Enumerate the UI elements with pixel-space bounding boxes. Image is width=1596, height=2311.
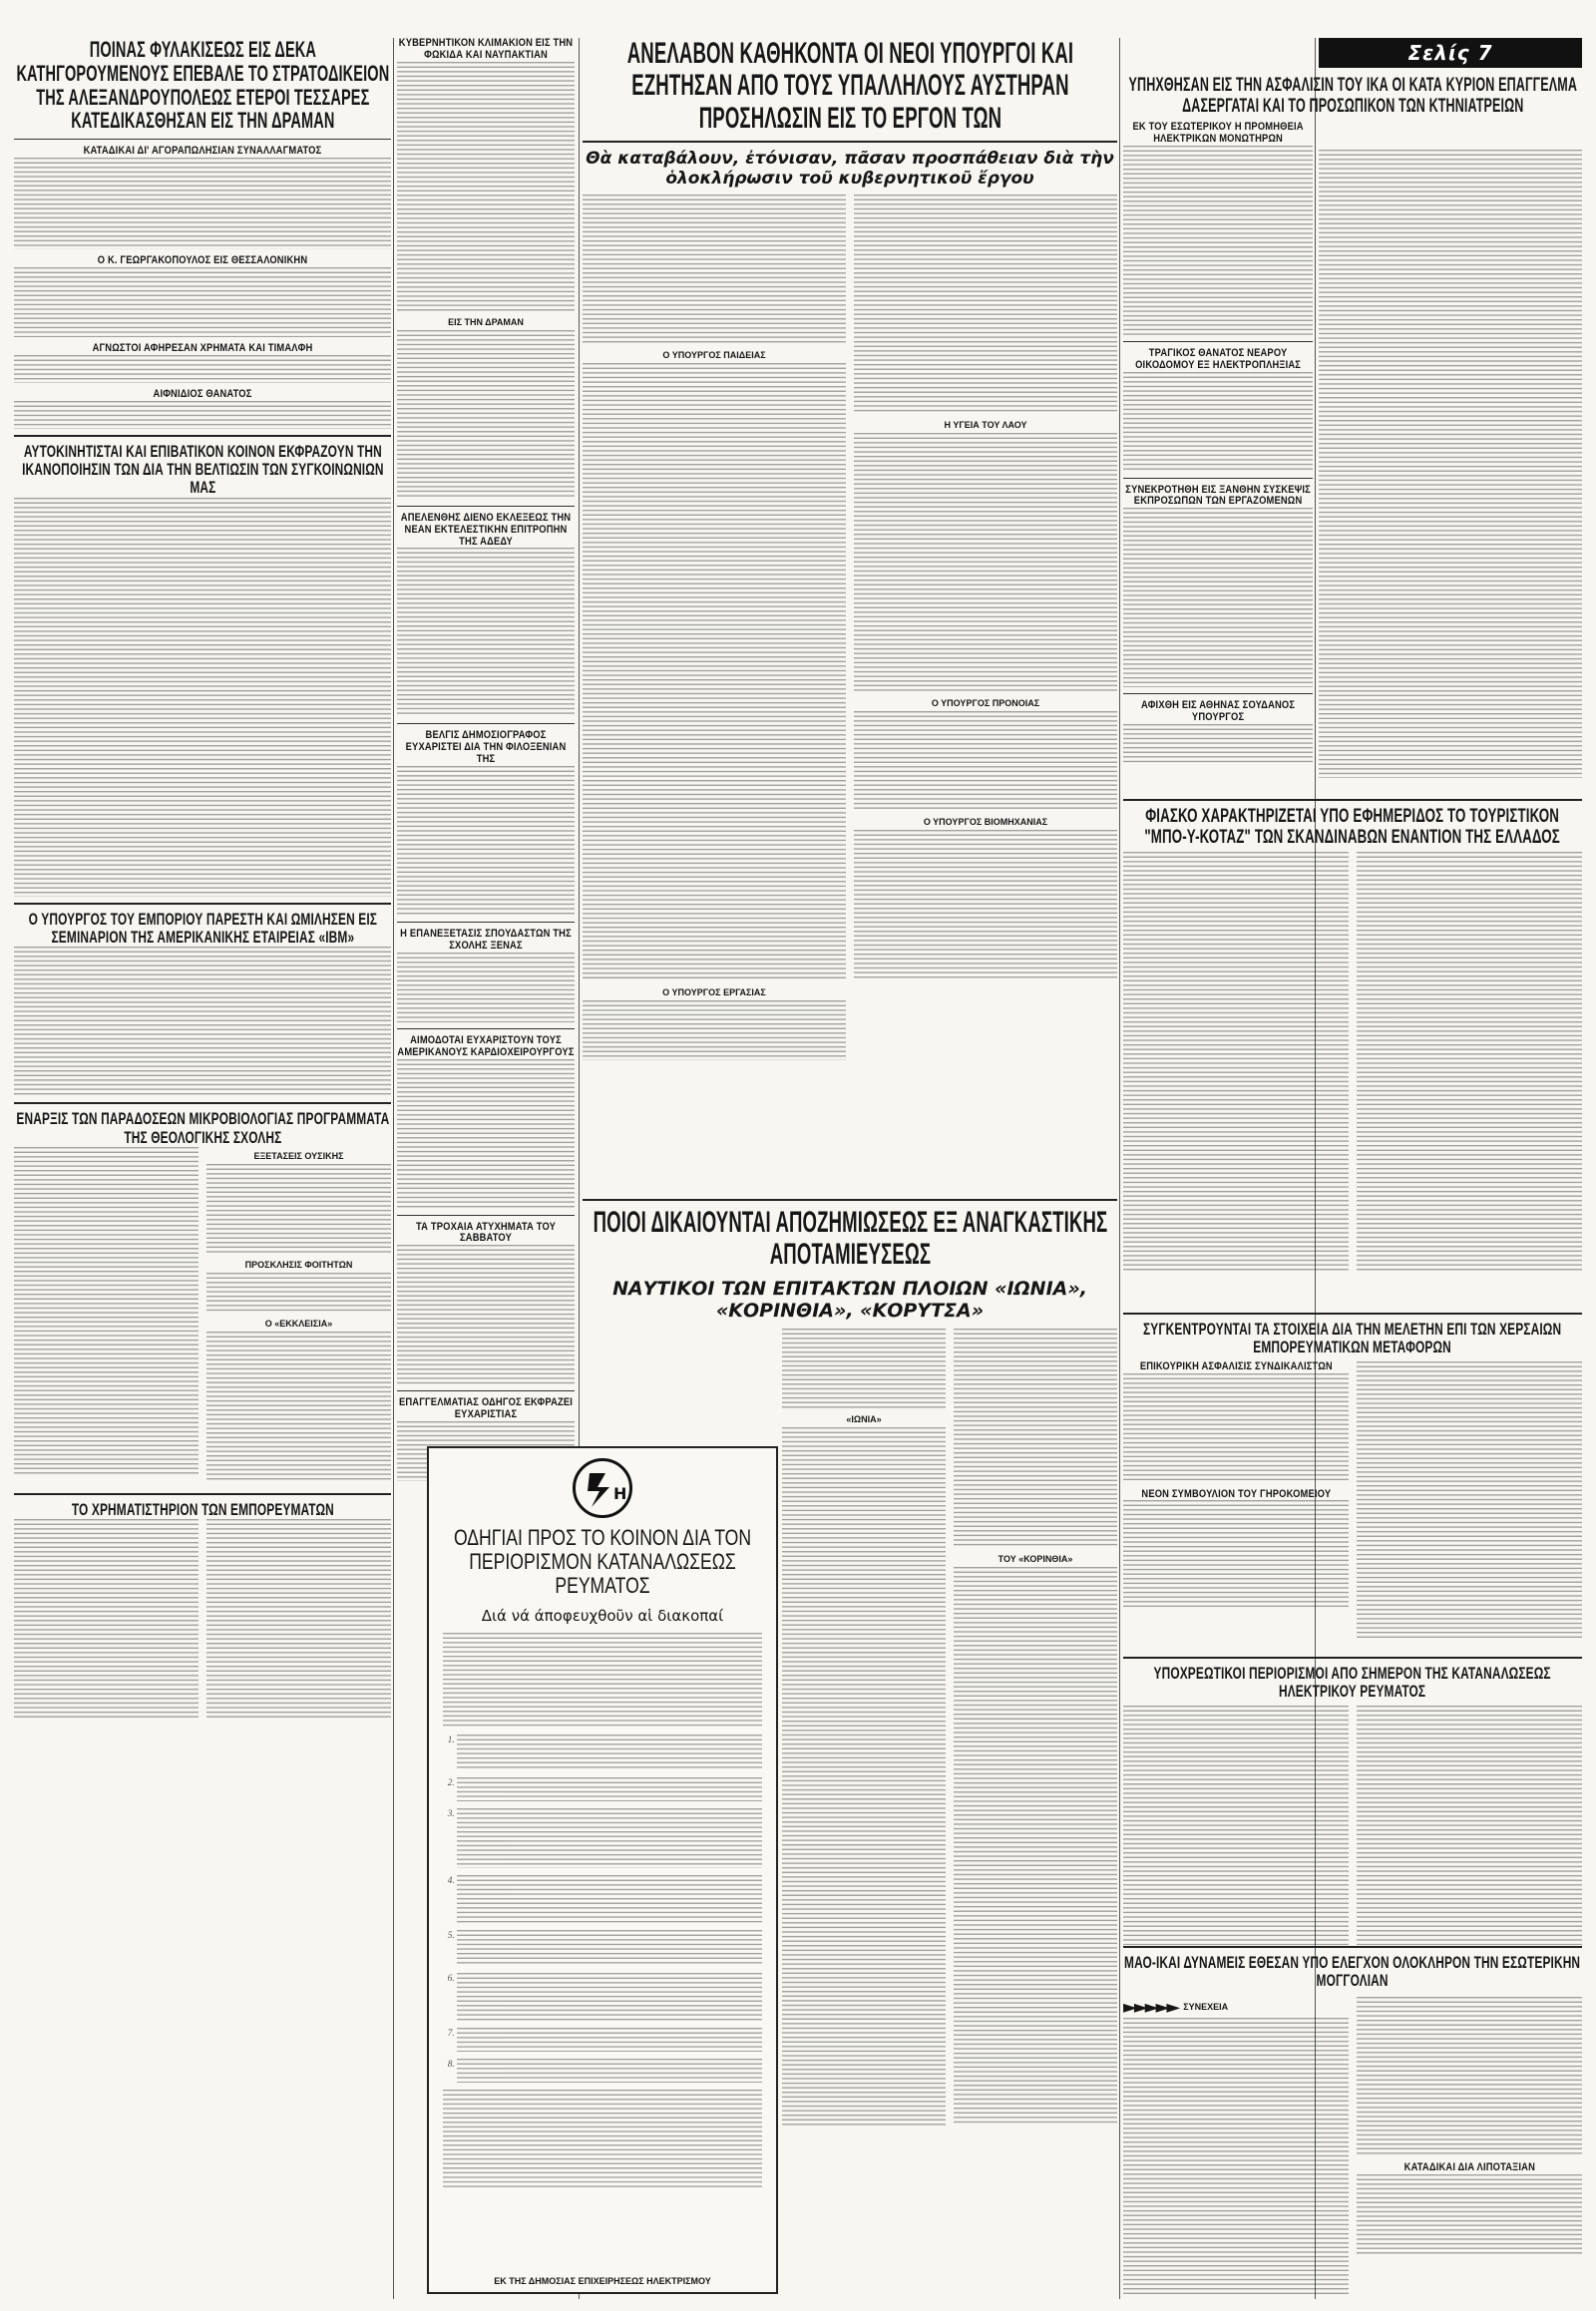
article-body	[397, 953, 575, 1022]
headline-epaneksetasis: Η ΕΠΑΝΕΞΕΤΑΣΙΣ ΣΠΟΥΔΑΣΤΩΝ ΤΗΣ ΣΧΟΛΗΣ ΞΕΝΑΣ	[400, 929, 572, 952]
article-body	[14, 401, 391, 429]
article-body	[1123, 146, 1313, 335]
article-body	[1123, 508, 1313, 687]
headline-syngentrountai: ΣΥΓΚΕΝΤΡΟΥΝΤΑΙ ΤΑ ΣΤΟΙΧΕΙΑ ΔΙΑ ΤΗΝ ΜΕΛΕΤΗΝ ΕΠΙ ΤΩΝ ΧΕΡΣΑΙΩΝ ΕΜΠΟΡΕΥΜΑΤΙΚΩΝ ΜΕΤΑΦΟΡΩΝ	[1143, 1321, 1562, 1357]
market-table	[206, 1519, 391, 1719]
ad-title: ΟΔΗΓΙΑΙ ΠΡΟΣ ΤΟ ΚΟΙΝΟΝ ΔΙΑ ΤΟΝ ΠΕΡΙΟΡΙΣΜΟΝ ΚΑΤΑΝΑΛΩΣΕΩΣ ΡΕΥΜΑΤΟΣ	[453, 1525, 752, 1599]
mao-article	[1123, 1940, 1582, 2303]
market-table	[14, 1519, 199, 1719]
article-body	[1123, 724, 1313, 764]
article-body	[782, 1427, 946, 2125]
article-body	[1357, 1997, 1582, 2156]
article-body	[583, 194, 846, 344]
headline-tragikos: ΤΡΑΓΙΚΟΣ ΘΑΝΑΤΟΣ ΝΕΑΡΟΥ ΟΙΚΟΔΟΜΟΥ ΕΞ ΗΛΕΚΤΡΟΠΛΗΞΙΑΣ	[1135, 347, 1301, 371]
ad-instruction	[457, 1808, 762, 1868]
article-body	[14, 1147, 199, 1476]
headline-gerokomeio: ΝΕΟΝ ΣΥΜΒΟΥΛΙΟΝ ΤΟΥ ΓΗΡΟΚΟΜΕΙΟΥ	[1141, 1488, 1331, 1500]
subhead-drama: ΕΙΣ ΤΗΝ ΔΡΑΜΑΝ	[448, 316, 524, 327]
article-body	[397, 330, 575, 500]
article-body	[14, 355, 391, 383]
article-body	[854, 433, 1117, 692]
headline-apozimioseis: ΠΟΙΟΙ ΔΙΚΑΙΟΥΝΤΑΙ ΑΠΟΖΗΜΙΩΣΕΩΣ ΕΞ ΑΝΑΓΚΑΣΤΙΚΗΣ ΑΠΟΤΑΜΙΕΥΣΕΩΣ	[593, 1207, 1107, 1272]
article-body	[854, 711, 1117, 811]
ad-intro	[443, 1633, 762, 1729]
headline-thanatos: ΑΙΦΝΙΔΙΟΣ ΘΑΝΑΤΟΣ	[153, 388, 252, 400]
ad-instruction	[457, 1734, 762, 1770]
article-body	[14, 267, 391, 337]
headline-ypochreotikoi: ΥΠΟΧΡΕΩΤΙΚΟΙ ΠΕΡΙΟΡΙΣΜΟΙ ΑΠΟ ΣΗΜΕΡΟΝ ΤΗΣ ΚΑΤΑΝΑΛΩΣΕΩΣ ΗΛΕΚΤΡΙΚΟΥ ΡΕΥΜΑΤΟΣ	[1153, 1665, 1552, 1702]
article-body	[1123, 2018, 1349, 2297]
subhead-ergasias: Ο ΥΠΟΥΡΓΟΣ ΕΡΓΑΣΙΑΣ	[662, 987, 766, 998]
column-rule	[1119, 38, 1120, 2299]
article-body	[1123, 852, 1349, 1271]
electricity-logo-icon	[573, 1458, 632, 1518]
article-body	[782, 1329, 946, 1408]
headline-mao: ΜΑΟ-ΙΚΑΙ ΔΥΝΑΜΕΙΣ ΕΘΕΣΑΝ ΥΠΟ ΕΛΕΓΧΟΝ ΟΛΟΚΛΗΡΟΝ ΤΗΝ ΕΣΩΤΕΡΙΚΗΝ ΜΟΓΓΟΛΙΑΝ	[1124, 1954, 1581, 1991]
column-5	[1319, 38, 1582, 74]
subhead-synecheia: ΣΥΝΕΧΕΙΑ	[1183, 2002, 1229, 2013]
headline-poinas: ΠΟΙΝΑΣ ΦΥΛΑΚΙΣΕΩΣ ΕΙΣ ΔΕΚΑ ΚΑΤΗΓΟΡΟΥΜΕΝΟΥΣ ΕΠΕΒΑΛΕ ΤΟ ΣΤΡΑΤΟΔΙΚΕΙΟΝ ΤΗΣ ΑΛΕΞΑΝΔΡΟΥΠΟΛΕΩΣ ΕΤΕΡΟΙ ΤΕΣΣΑΡΕΣ ΚΑΤΕΔΙΚΑΣΘΗΣΑΝ ΕΙΣ ΤΗΝ ΔΡΑΜΑΝ	[16, 38, 389, 133]
advertisement-box	[427, 1446, 778, 2294]
ad-instruction	[457, 2028, 762, 2052]
article-body	[583, 363, 846, 981]
article-body	[954, 1567, 1117, 2125]
column-3	[583, 38, 1117, 1066]
column-2	[397, 38, 575, 1487]
article-body	[397, 1245, 575, 1384]
subhead-paideias: Ο ΥΠΟΥΡΓΟΣ ΠΑΙΔΕΙΑΣ	[662, 350, 766, 361]
ad-instruction	[457, 1875, 762, 1923]
article-body	[206, 1164, 391, 1254]
subhead-pronoias: Ο ΥΠΟΥΡΓΟΣ ΠΡΟΝΟΙΑΣ	[931, 698, 1040, 709]
ad-instruction	[457, 2059, 762, 2083]
article-body	[954, 1329, 1117, 1548]
subhead-korinthia: ΤΟΥ «ΚΟΡΙΝΘΙΑ»	[998, 1553, 1073, 1564]
headline-epikouriki: ΕΠΙΚΟΥΡΙΚΗ ΑΣΦΑΛΙΣΙΣ ΣΥΝΔΙΚΑΛΙΣΤΩΝ	[1139, 1360, 1333, 1372]
subhead-eksetaseis: ΕΞΕΤΑΣΕΙΣ ΟΥΣΙΚΗΣ	[253, 1151, 344, 1162]
subhead-viomichanias: Ο ΥΠΟΥΡΓΟΣ ΒΙΟΜΗΧΑΝΙΑΣ	[923, 817, 1048, 828]
headline-monotires: ΕΚ ΤΟΥ ΕΣΩΤΕΡΙΚΟΥ Η ΠΡΟΜΗΘΕΙΑ ΗΛΕΚΤΡΙΚΩΝ ΜΟΝΩΤΗΡΩΝ	[1132, 122, 1304, 145]
ad-instruction	[457, 1777, 762, 1801]
article-body	[206, 1273, 391, 1313]
headline-lipotaxia: ΚΑΤΑΔΙΚΑΙ ΔΙΑ ΛΙΠΟΤΑΞΙΑΝ	[1403, 2161, 1535, 2173]
article-body	[854, 830, 1117, 979]
subhead-ygeia: Η ΥΓΕΙΑ ΤΟΥ ΛΑΟΥ	[944, 420, 1027, 431]
ad-instructions-list	[457, 1734, 762, 2083]
headline-fiasko: ΦΙΑΣΚΟ ΧΑΡΑΚΤΗΡΙΖΕΤΑΙ ΥΠΟ ΕΦΗΜΕΡΙΔΟΣ ΤΟ ΤΟΥΡΙΣΤΙΚΟΝ "ΜΠΟ-Υ-ΚΟΤΑΖ" ΤΩΝ ΣΚΑΝΔΙΝΑΒΩΝ ΕΝΑΝΤΙΟΝ ΤΗΣ ΕΛΛΑΔΟΣ	[1144, 807, 1561, 848]
headline-soudanos: ΑΦΙΧΘΗ ΕΙΣ ΑΘΗΝΑΣ ΣΟΥΔΑΝΟΣ ΥΠΟΥΡΓΟΣ	[1140, 700, 1296, 724]
subhead-ekkleisia: Ο «ΕΚΚΛΕΙΣΙΑ»	[264, 1319, 333, 1330]
periorismoi-article	[1123, 1651, 1582, 1951]
headline-synekrotithi: ΣΥΝΕΚΡΟΤΗΘΗ ΕΙΣ ΞΑΝΘΗΝ ΣΥΣΚΕΨΙΣ ΕΚΠΡΟΣΩΠΩΝ ΤΩΝ ΕΡΓΑΖΟΜΕΝΩΝ	[1125, 484, 1311, 508]
headline-ika: ΥΠΗΧΘΗΣΑΝ ΕΙΣ ΤΗΝ ΑΣΦΑΛΙΣΙΝ ΤΟΥ ΙΚΑ ΟΙ ΚΑΤΑ ΚΥΡΙΟΝ ΕΠΑΓΓΕΛΜΑ ΔΑΣΕΡΓΑΤΑΙ ΚΑΙ ΤΟ ΠΡΟΣΩΠΙΚΟΝ ΤΩΝ ΚΤΗΝΙΑΤΡΕΙΩΝ	[1128, 76, 1577, 117]
headline-epaggelmatias: ΕΠΑΓΓΕΛΜΑΤΙΑΣ ΟΔΗΓΟΣ ΕΚΦΡΑΖΕΙ ΕΥΧΑΡΙΣΤΙΑΣ	[398, 1397, 574, 1421]
article-body	[397, 766, 575, 916]
ika-body	[1319, 150, 1582, 784]
headline-ypourgos-emporiou: Ο ΥΠΟΥΡΓΟΣ ΤΟΥ ΕΜΠΟΡΙΟΥ ΠΑΡΕΣΤΗ ΚΑΙ ΩΜΙΛΗΣΕΝ ΕΙΣ ΣΕΜΙΝΑΡΙΟΝ ΤΗΣ ΑΜΕΡΙΚΑΝΙΚΗΣ ΕΤΑΙΡΕΙΑΣ «ΙΒΜ»	[28, 910, 377, 947]
subheadline-neoi-ypourgoi: Θὰ καταβάλουν, ἐτόνισαν, πᾶσαν προσπάθειαν διὰ τὴν ὁλοκλήρωσιν τοῦ κυβερνητικοῦ ἔργου	[586, 149, 1114, 190]
article-body	[397, 1059, 575, 1209]
headline-autokinististai: ΑΥΤΟΚΙΝΗΤΙΣΤΑΙ ΚΑΙ ΕΠΙΒΑΤΙΚΟΝ ΚΟΙΝΟΝ ΕΚΦΡΑΖΟΥΝ ΤΗΝ ΙΚΑΝΟΠΟΙΗΣΙΝ ΤΩΝ ΔΙΑ ΤΗΝ ΒΕΛΤΙΩΣΙΝ ΤΩΝ ΣΥΓΚΟΙΝΩΝΙΩΝ ΜΑΣ	[21, 442, 384, 498]
article-body	[397, 62, 575, 311]
headline-kyvernitikon: ΚΥΒΕΡΝΗΤΙΚΟΝ ΚΛΙΜΑΚΙΟΝ ΕΙΣ ΤΗΝ ΦΩΚΙΔΑ ΚΑΙ ΝΑΥΠΑΚΤΙΑΝ	[398, 38, 574, 61]
subhead-ionia: «ΙΩΝΙΑ»	[846, 1413, 882, 1424]
headline-adedy: ΑΠΕΛΕΝΘΗΣ ΔΙΕΝΟ ΕΚΛΕΞΕΩΣ ΤΗΝ ΝΕΑΝ ΕΚΤΕΛΕΣΤΙΚΗΝ ΕΠΙΤΡΟΠΗΝ ΤΗΣ ΑΔΕΔΥ	[400, 512, 572, 548]
headline-neoi-ypourgoi: ΑΝΕΛΑΒΟΝ ΚΑΘΗΚΟΝΤΑ ΟΙ ΝΕΟΙ ΥΠΟΥΡΓΟΙ ΚΑΙ ΕΖΗΤΗΣΑΝ ΑΠΟ ΤΟΥΣ ΥΠΑΛΛΗΛΟΥΣ ΑΥΣΤΗΡΑΝ ΠΡΟΣΗΛΩΣΙΝ ΕΙΣ ΤΟ ΕΡΓΟΝ ΤΩΝ	[626, 38, 1073, 135]
headline-katadikai: ΚΑΤΑΔΙΚΑΙ ΔΙ' ΑΓΟΡΑΠΩΛΗΣΙΑΝ ΣΥΝΑΛΛΑΓΜΑΤΟΣ	[83, 146, 322, 157]
headline-chrimatistirion: ΤΟ ΧΡΗΜΑΤΙΣΤΗΡΙΟΝ ΤΩΝ ΕΜΠΟΡΕΥΜΑΤΩΝ	[71, 1501, 334, 1520]
article-body	[14, 158, 391, 249]
svg-text:Η: Η	[613, 1484, 627, 1503]
ad-footer: ΕΚ ΤΗΣ ΔΗΜΟΣΙΑΣ ΕΠΙΧΕΙΡΗΣΕΩΣ ΗΛΕΚΤΡΙΣΜΟΥ	[494, 2276, 711, 2286]
headline-georgakopoulos: Ο Κ. ΓΕΩΡΓΑΚΟΠΟΥΛΟΣ ΕΙΣ ΘΕΣΣΑΛΟΝΙΚΗΝ	[97, 254, 308, 266]
headline-mikroviologia: ΕΝΑΡΞΙΣ ΤΩΝ ΠΑΡΑΔΟΣΕΩΝ ΜΙΚΡΟΒΙΟΛΟΓΙΑΣ ΠΡΟΓΡΑΜΜΑΤΑ ΤΗΣ ΘΕΟΛΟΓΙΚΗΣ ΣΧΟΛΗΣ	[16, 1110, 389, 1147]
article-body	[1123, 1706, 1349, 1945]
ika-article	[1123, 76, 1582, 117]
article-body	[1319, 150, 1582, 778]
article-body	[1357, 1361, 1582, 1641]
ad-outro	[443, 2090, 762, 2189]
headline-agnostoi: ΑΓΝΩΣΤΟΙ ΑΦΗΡΕΣΑΝ ΧΡΗΜΑΤΑ ΚΑΙ ΤΙΜΑΛΦΗ	[92, 342, 313, 354]
arrows-icon: ►►►►►	[1123, 1996, 1178, 2018]
fiasko-article	[1123, 793, 1582, 1277]
subheadline-nautikoi: ΝΑΥΤΙΚΟΙ ΤΩΝ ΕΠΙΤΑΚΤΩΝ ΠΛΟΙΩΝ «ΙΩΝΙΑ», «ΚΟΡΙΝΘΙΑ», «ΚΟΡΥΤΣΑ»	[612, 1277, 1087, 1323]
article-body	[206, 1332, 391, 1481]
article-body	[1123, 372, 1313, 472]
column-rule	[393, 38, 394, 2299]
article-body	[1357, 1706, 1582, 1945]
ad-instruction	[457, 1973, 762, 2021]
subhead-proskliseis: ΠΡΟΣΚΛΗΣΙΣ ΦΟΙΤΗΤΩΝ	[244, 1260, 353, 1271]
article-body	[397, 548, 575, 717]
metafores-article	[1123, 1307, 1582, 1647]
article-body	[583, 1000, 846, 1060]
article-body	[1357, 2174, 1582, 2254]
article-body	[1123, 1500, 1349, 1610]
article-body	[14, 498, 391, 897]
ad-subtitle: Διά νά άποφευχθοῦν αἱ διακοπαί	[481, 1606, 724, 1625]
column-4	[1123, 38, 1313, 770]
article-body	[854, 194, 1117, 414]
column-1	[14, 38, 391, 1725]
headline-velgis: ΒΕΛΓΙΣ ΔΗΜΟΣΙΟΓΡΑΦΟΣ ΕΥΧΑΡΙΣΤΕΙ ΔΙΑ ΤΗΝ ΦΙΛΟΞΕΝΙΑΝ ΤΗΣ	[405, 730, 567, 766]
article-body	[1357, 852, 1582, 1271]
ad-instruction	[457, 1930, 762, 1966]
headline-trochaia: ΤΑ ΤΡΟΧΑΙΑ ΑΤΥΧΗΜΑΤΑ ΤΟΥ ΣΑΒΒΑΤΟΥ	[415, 1221, 557, 1245]
article-body	[14, 947, 391, 1096]
article-body	[1123, 1373, 1349, 1483]
page-number-logo: Σελίς 7	[1319, 38, 1582, 68]
headline-aimodotai: ΑΙΜΟΔΟΤΑΙ ΕΥΧΑΡΙΣΤΟΥΝ ΤΟΥΣ ΑΜΕΡΙΚΑΝΟΥΣ ΚΑΡΔΙΟΧΕΙΡΟΥΡΓΟΥΣ	[397, 1034, 575, 1058]
